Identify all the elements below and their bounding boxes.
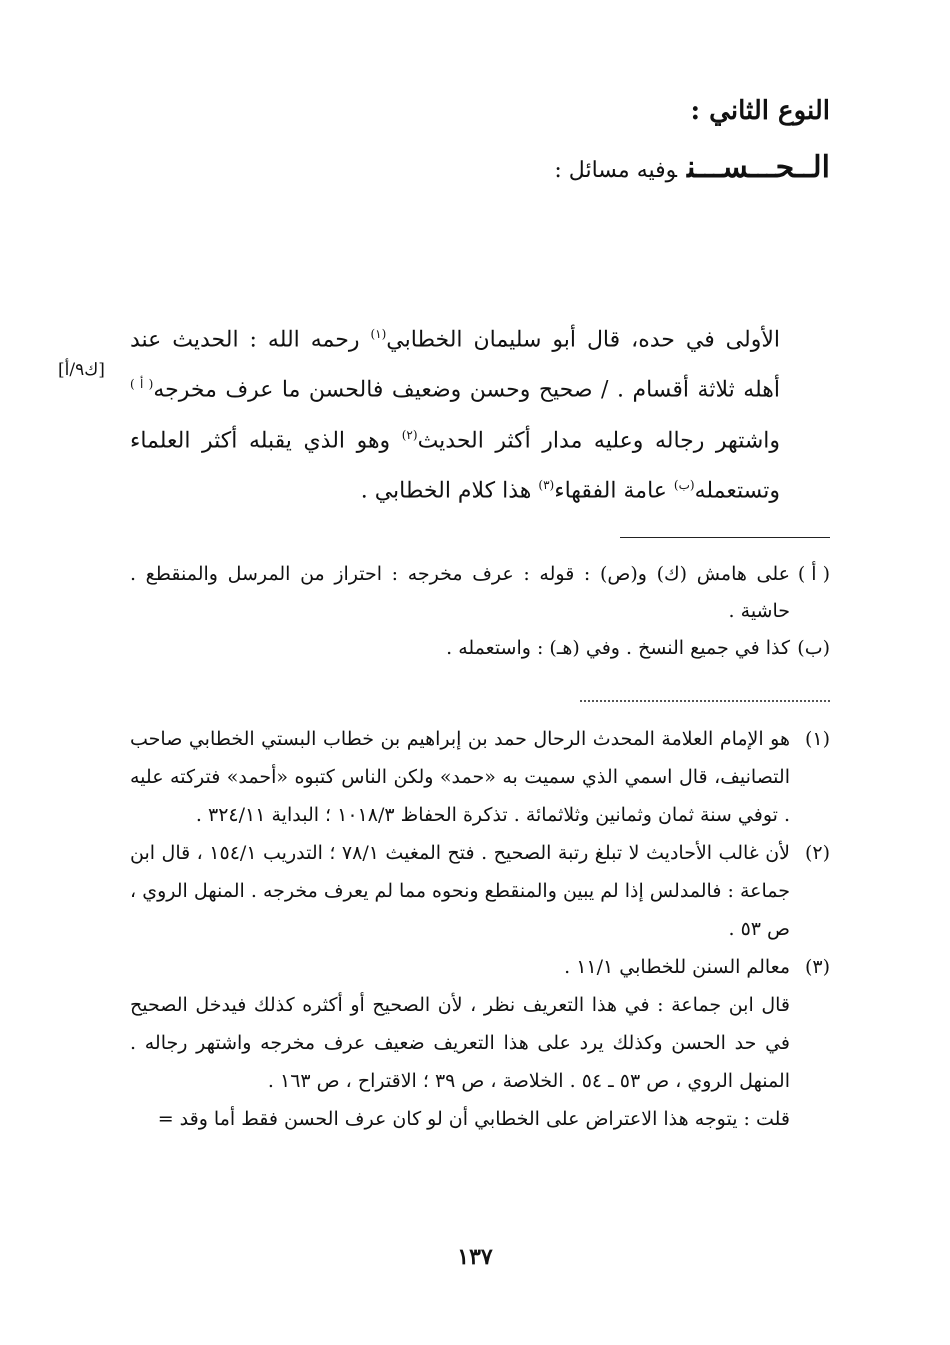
note-mark: ( أ ) [797, 563, 830, 585]
manuscript-folio-marker: [ك٩/أ] [58, 360, 105, 380]
footnote-divider [620, 537, 830, 538]
body-text-4: وهو الذي يقبله أكثر العلماء وتستعمله [130, 427, 780, 504]
footnote-mark: (٢) [804, 842, 830, 864]
critical-note [130, 630, 830, 667]
footnote [130, 720, 830, 834]
body-text-3: واشتهر رجاله وعليه مدار أكثر الحديث [417, 427, 781, 453]
footnote-mark: (١) [804, 728, 830, 750]
body-text-5: عامة الفقهاء [554, 478, 674, 504]
footnote-ref-2[interactable]: (٢) [401, 427, 418, 442]
footnote-text: لأن غالب الأحاديث لا تبلغ رتبة الصحيح . فتح المغيث ٧٨/١ ؛ التدريب ١٥٤/١ ، قال ابن جماعة : فالمدلس إذا لم يبين والمنقطع ونحوه مما لم يعرف مخرجه . المنهل الروي ، ص ٥٣ . [130, 842, 790, 940]
footnotes [130, 720, 830, 1138]
note-mark: (ب) [797, 637, 830, 659]
footnote [130, 948, 830, 986]
note-text: على هامش (ك) و(ص) : قوله : عرف مخرجه : احتراز من المرسل والمنقطع . حاشية . [130, 563, 790, 622]
critical-apparatus [130, 556, 830, 667]
body-text-2: رحمه الله : الحديث عند أهله ثلاثة أقسام . / صحيح وحسن وضعيف فالحسن ما عرف مخرجه [130, 327, 781, 403]
body-text-6: هذا كلام الخطابي . [360, 478, 539, 504]
footnote-ref-1[interactable]: (١) [370, 327, 387, 341]
note-ref-b[interactable]: (ب) [673, 477, 695, 492]
critical-note [130, 556, 830, 630]
note-text: كذا في جميع النسخ . وفي (هـ) : واستعمله . [446, 637, 790, 659]
body-text-1: الأولى في حده، قال أبو سليمان الخطابي [386, 327, 780, 353]
footnote-mark: (٣) [804, 956, 830, 978]
footnote-text: معالم السنن للخطابي ١١/١ . [564, 956, 790, 978]
chapter-heading: النوع الثاني : [690, 96, 830, 126]
section-title: الــحـــســـن [687, 150, 830, 185]
note-ref-a[interactable]: ( أ ) [130, 377, 154, 392]
footnote-text: هو الإمام العلامة المحدث الرحال حمد بن إبراهيم بن خطاب البستي الخطابي صاحب التصانيف، قال اسمي الذي سميت به «حمد» ولكن الناس كتبوه «أحمد» فتركته عليه . توفي سنة ثمان وثمانين وثلاثمائة . تذكرة الحفاظ ١٠١٨/٣ ؛ البداية ٣٢٤/١١ . [130, 728, 790, 826]
footnote-continuation: قلت : يتوجه هذا الاعتراض على الخطابي أن لو كان عرف الحسن فقط أما وقد = [157, 1108, 790, 1130]
footnote [130, 834, 830, 948]
footnote-ref-3[interactable]: (٣) [538, 477, 555, 492]
main-paragraph [130, 312, 830, 513]
section-subtitle: وفيه مسائل : [554, 158, 678, 183]
footnote-continuation: قال ابن جماعة : في هذا التعريف نظر ، لأن الصحيح أو أكثره كذلك فيدخل الصحيح في حد الحسن وكذلك يرد على هذا التعريف ضعيف عرف مخرجه واشتهر رجاله . المنهل الروي ، ص ٥٣ ـ ٥٤ . الخلاصة ، ص ٣٩ ؛ الاقتراح ، ص ١٦٣ . [130, 994, 790, 1092]
page-number: ١٣٧ [457, 1244, 493, 1270]
dotted-divider [580, 700, 830, 702]
section-heading [554, 150, 830, 185]
